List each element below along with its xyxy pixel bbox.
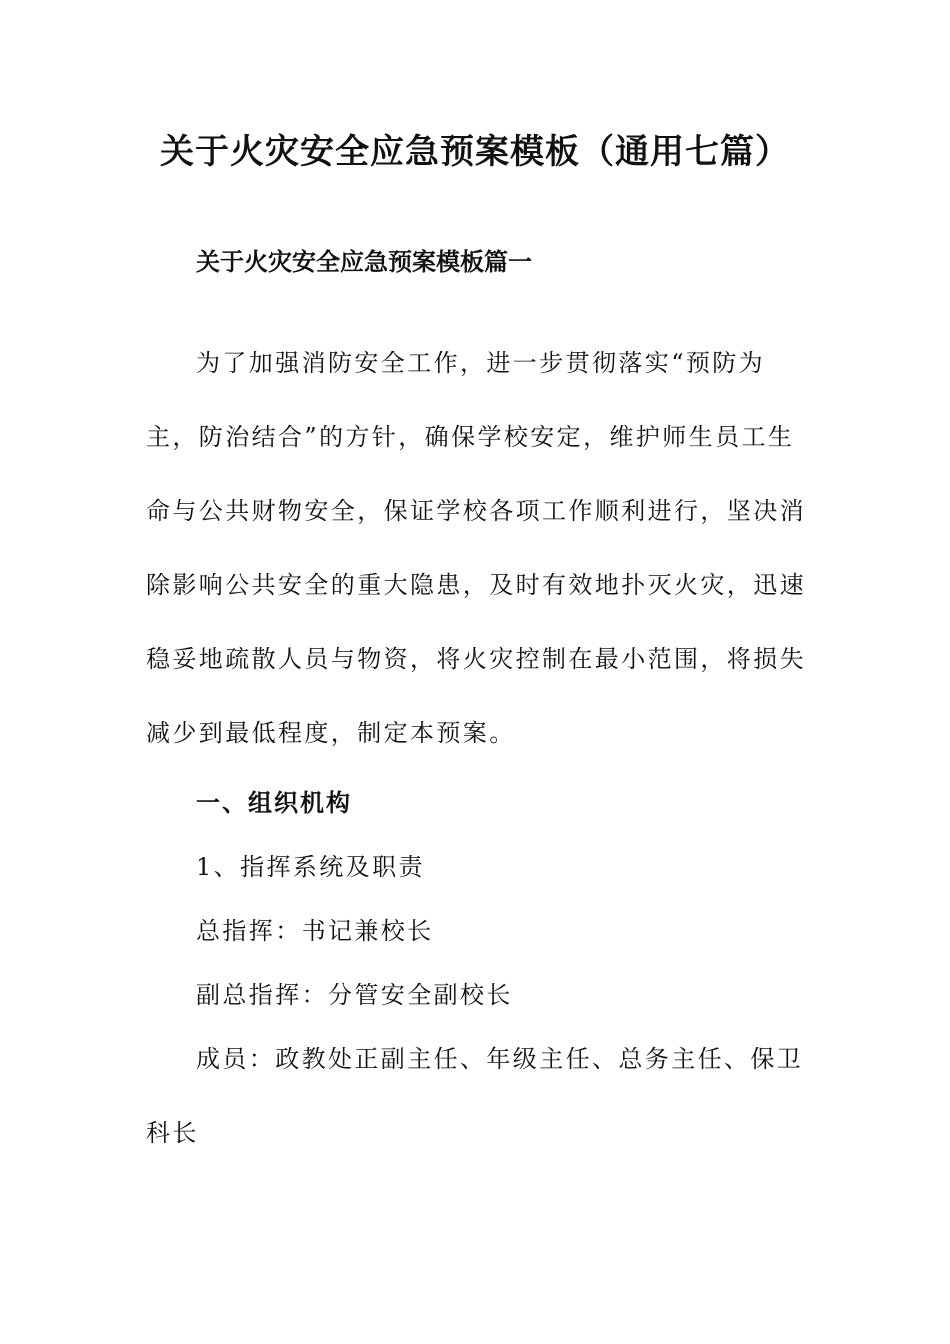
list-item: 副总指挥：分管安全副校长 [196, 981, 513, 1009]
paragraph-line: 除影响公共安全的重大隐患，及时有效地扑灭火灾，迅速 [146, 571, 806, 599]
paragraph-line: 稳妥地疏散人员与物资，将火灾控制在最小范围，将损失 [146, 645, 806, 673]
list-item-continuation: 科长 [146, 1119, 199, 1147]
paragraph-line: 减少到最低程度，制定本预案。 [146, 719, 516, 747]
list-item: 1、指挥系统及职责 [196, 853, 425, 881]
paragraph-line: 命与公共财物安全，保证学校各项工作顺利进行，坚决消 [146, 497, 806, 525]
list-item: 总指挥：书记兼校长 [196, 917, 434, 945]
paragraph-line: 为了加强消防安全工作，进一步贯彻落实“预防为 [196, 349, 766, 377]
intro-paragraph [146, 344, 806, 788]
document-title: 关于火灾安全应急预案模板（通用七篇） [160, 132, 790, 172]
paragraph-line: 主，防治结合”的方针，确保学校安定，维护师生员工生 [146, 423, 795, 451]
list-item: 成员：政教处正副主任、年级主任、总务主任、保卫 [196, 1045, 804, 1073]
section-heading: 关于火灾安全应急预案模板篇一 [196, 247, 532, 276]
subsection-heading: 一、组织机构 [196, 788, 352, 817]
